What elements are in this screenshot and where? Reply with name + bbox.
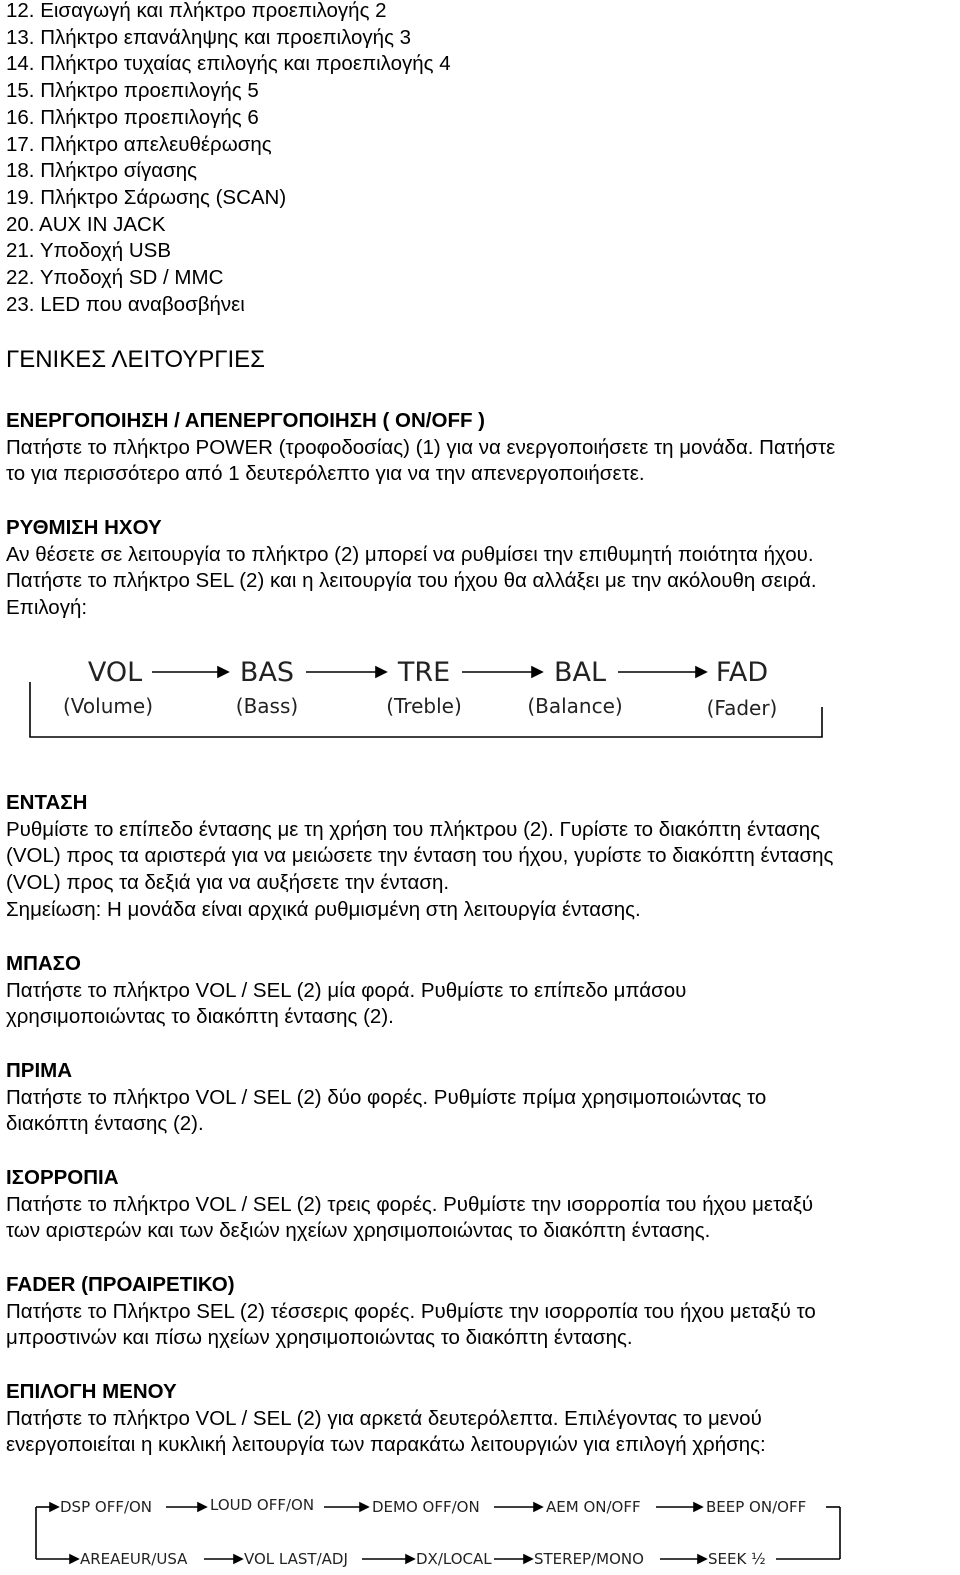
power-title: ΕΝΕΡΓΟΠΟΙΗΣΗ / ΑΠΕΝΕΡΓΟΠΟΙΗΣΗ ( ON/OFF ) — [6, 409, 486, 432]
diagram-label: (Bass) — [235, 694, 299, 718]
menu-option: SEEK ½ — [708, 1550, 766, 1568]
list-item: 17. Πλήκτρο απελευθέρωσης — [6, 132, 272, 156]
volume-section — [6, 790, 954, 924]
balance-text-1: Πατήστε το πλήκτρο VOL / SEL (2) τρεις φορές. Ρυθμίστε την ισορροπία του ήχου μεταξύ — [6, 1192, 814, 1216]
list-item: 13. Πλήκτρο επανάληψης και προεπιλογής 3 — [6, 25, 412, 49]
sound-section — [6, 515, 954, 622]
diagram-label: (Volume) — [63, 694, 153, 718]
list-item: 14. Πλήκτρο τυχαίας επιλογής και προεπιλογής 4 — [6, 52, 451, 76]
bass-section — [6, 951, 954, 1031]
list-item: 22. Υποδοχή SD / MMC — [6, 266, 224, 290]
fader-text-1: Πατήστε το Πλήκτρο SEL (2) τέσσερις φορές. Ρυθμίστε την ισορροπία του ήχου μεταξύ το — [6, 1299, 816, 1323]
list-item: 20. AUX IN JACK — [6, 212, 166, 236]
treble-title: ΠΡΙΜΑ — [6, 1059, 73, 1082]
volume-title: ΕΝΤΑΣΗ — [6, 791, 88, 814]
menu-option: DX/LOCAL — [416, 1550, 492, 1568]
diagram-code: VOL — [87, 657, 143, 688]
treble-text-1: Πατήστε το πλήκτρο VOL / SEL (2) δύο φορές. Ρυθμίστε πρίμα χρησιμοποιώντας το — [6, 1085, 767, 1109]
sound-text-3: Επιλογή: — [6, 596, 88, 620]
menu-title: ΕΠΙΛΟΓΗ ΜΕΝΟΥ — [6, 1380, 177, 1403]
diagram-code: FAD — [715, 657, 769, 688]
volume-text-1: Ρυθμίστε το επίπεδο έντασης με τη χρήση του πλήκτρου (2). Γυρίστε το διακόπτη έντασης — [6, 817, 820, 841]
menu-option: AEM ON/OFF — [546, 1498, 641, 1516]
power-text-1: Πατήστε το πλήκτρο POWER (τροφοδοσίας) (1) για να ενεργοποιήσετε τη μονάδα. Πατήστε — [6, 435, 836, 459]
diagram-label: (Treble) — [386, 694, 462, 718]
menu-option: BEEP ON/OFF — [706, 1498, 807, 1516]
menu-option: VOL LAST/ADJ — [244, 1550, 348, 1568]
diagram-code: TRE — [397, 657, 451, 688]
diagram-code: BAS — [239, 657, 295, 688]
balance-text-2: των αριστερών και των δεξιών ηχείων χρησιμοποιώντας το διακόπτη έντασης. — [6, 1219, 711, 1243]
treble-section — [6, 1058, 954, 1138]
menu-option: STEREP/MONO — [534, 1550, 644, 1568]
sound-text-2: Πατήστε το πλήκτρο SEL (2) και η λειτουργία του ήχου θα αλλάξει με την ακόλουθη σειρά. — [6, 569, 817, 593]
diagram-code: BAL — [553, 657, 607, 688]
volume-text-3: (VOL) προς τα δεξιά για να αυξήσετε την ένταση. — [6, 871, 450, 895]
menu-text-1: Πατήστε το πλήκτρο VOL / SEL (2) για αρκετά δευτερόλεπτα. Επιλέγοντας το μενού — [6, 1406, 762, 1430]
list-item: 12. Εισαγωγή και πλήκτρο προεπιλογής 2 — [6, 0, 387, 22]
fader-title: FADER (ΠΡΟΑΙΡΕΤΙΚΟ) — [6, 1273, 235, 1296]
menu-option: DEMO OFF/ON — [372, 1498, 480, 1516]
fader-section — [6, 1272, 954, 1352]
component-list — [6, 0, 956, 318]
list-item: 21. Υποδοχή USB — [6, 239, 172, 263]
treble-text-2: διακόπτη έντασης (2). — [6, 1112, 204, 1136]
sound-text-1: Αν θέσετε σε λειτουργία το πλήκτρο (2) μπορεί να ρυθμίσει την επιθυμητή ποιότητα ήχου. — [6, 542, 814, 566]
balance-section — [6, 1165, 954, 1245]
sound-title: ΡΥΘΜΙΣΗ ΗΧΟΥ — [6, 516, 162, 539]
list-item: 23. LED που αναβοσβήνει — [6, 292, 245, 316]
bass-text-1: Πατήστε το πλήκτρο VOL / SEL (2) μία φορά. Ρυθμίστε το επίπεδο μπάσου — [6, 978, 687, 1002]
volume-note: Σημείωση: Η μονάδα είναι αρχικά ρυθμισμένη στη λειτουργία έντασης. — [6, 897, 641, 921]
menu-option: LOUD OFF/ON — [210, 1496, 315, 1514]
power-text-2: το για περισσότερο από 1 δευτερόλεπτο για να την απενεργοποιήσετε. — [6, 462, 645, 486]
menu-option: AREAEUR/USA — [80, 1550, 188, 1568]
diagram-label: (Fader) — [706, 696, 778, 720]
menu-text-2: ενεργοποιείται η κυκλική λειτουργία των παρακάτω λειτουργιών για επιλογή χρήσης: — [6, 1433, 766, 1457]
menu-section — [6, 1379, 954, 1459]
volume-text-2: (VOL) προς τα αριστερά για να μειώσετε την ένταση του ήχου, γυρίστε το διακόπτη έντασης — [6, 844, 834, 868]
power-section — [6, 408, 954, 488]
list-item: 18. Πλήκτρο σίγασης — [6, 159, 197, 183]
list-item: 15. Πλήκτρο προεπιλογής 5 — [6, 79, 259, 103]
diagram-label: (Balance) — [527, 694, 623, 718]
bass-text-2: χρησιμοποιώντας το διακόπτη έντασης (2). — [6, 1005, 394, 1029]
menu-option: DSP OFF/ON — [60, 1498, 153, 1516]
menu-cycle-diagram — [0, 1495, 960, 1575]
sound-sequence-diagram — [0, 645, 960, 755]
balance-title: ΙΣΟΡΡΟΠΙΑ — [6, 1166, 119, 1189]
list-item: 19. Πλήκτρο Σάρωσης (SCAN) — [6, 185, 287, 209]
list-item: 16. Πλήκτρο προεπιλογής 6 — [6, 105, 259, 129]
fader-text-2: μπροστινών και πίσω ηχείων χρησιμοποιώντας το διακόπτη έντασης. — [6, 1326, 633, 1350]
bass-title: ΜΠΑΣΟ — [6, 952, 81, 975]
general-functions-heading: ΓΕΝΙΚΕΣ ΛΕΙΤΟΥΡΓΙΕΣ — [6, 346, 265, 373]
